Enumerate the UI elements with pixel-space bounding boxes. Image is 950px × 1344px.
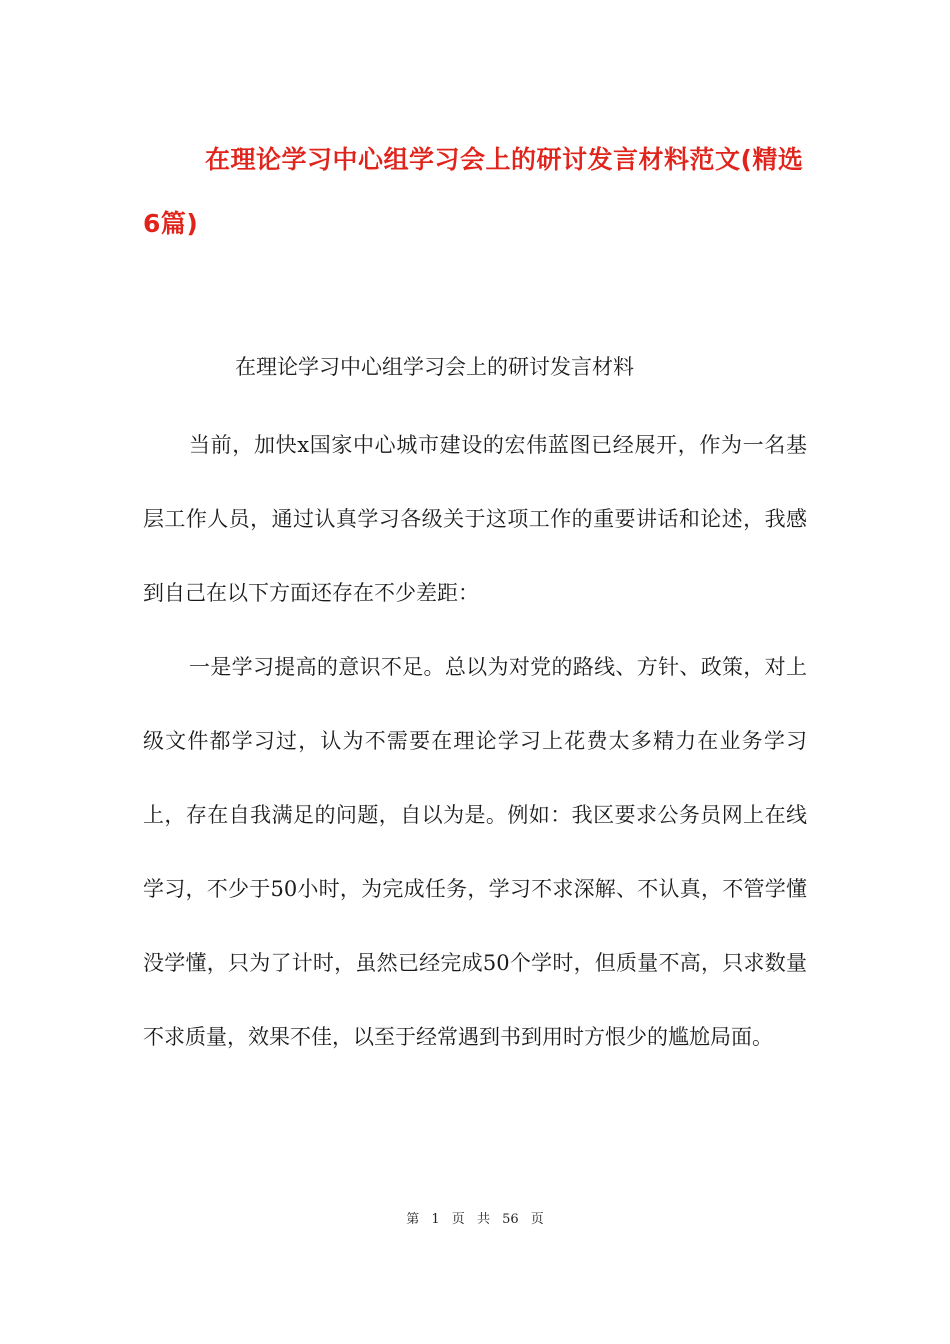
footer-current-page: 1 bbox=[431, 1212, 440, 1227]
paragraph-2: 一是学习提高的意识不足。总以为对党的路线、方针、政策，对上级文件都学习过，认为不需要在理论学习上花费太多精力在业务学习上，存在自我满足的问题，自以为是。例如：我区要求公务员网上在线学习，不少于50小时，为完成任务，学习不求深解、不认真，不管学懂没学懂，只为了计时，虽然已经完成50个学时，但质量不高，只求数量不求质量，效果不佳，以至于经常遇到书到用时方恨少的尴尬局面。 bbox=[143, 655, 807, 1049]
footer-total-word: 共 bbox=[476, 1212, 490, 1227]
page-footer bbox=[0, 1208, 950, 1227]
document-subheading: 在理论学习中心组学习会上的研讨发言材料 bbox=[235, 355, 634, 379]
footer-suffix: 页 bbox=[530, 1212, 544, 1227]
footer-prefix: 第 bbox=[406, 1212, 420, 1227]
footer-total-pages: 56 bbox=[502, 1212, 519, 1227]
paragraph-1: 当前，加快x国家中心城市建设的宏伟蓝图已经展开，作为一名基层工作人员，通过认真学习各级关于这项工作的重要讲话和论述，我感到自己在以下方面还存在不少差距： bbox=[143, 433, 807, 605]
footer-page-word: 页 bbox=[451, 1212, 465, 1227]
document-title: 在理论学习中心组学习会上的研讨发言材料范文(精选6篇) bbox=[143, 145, 804, 238]
